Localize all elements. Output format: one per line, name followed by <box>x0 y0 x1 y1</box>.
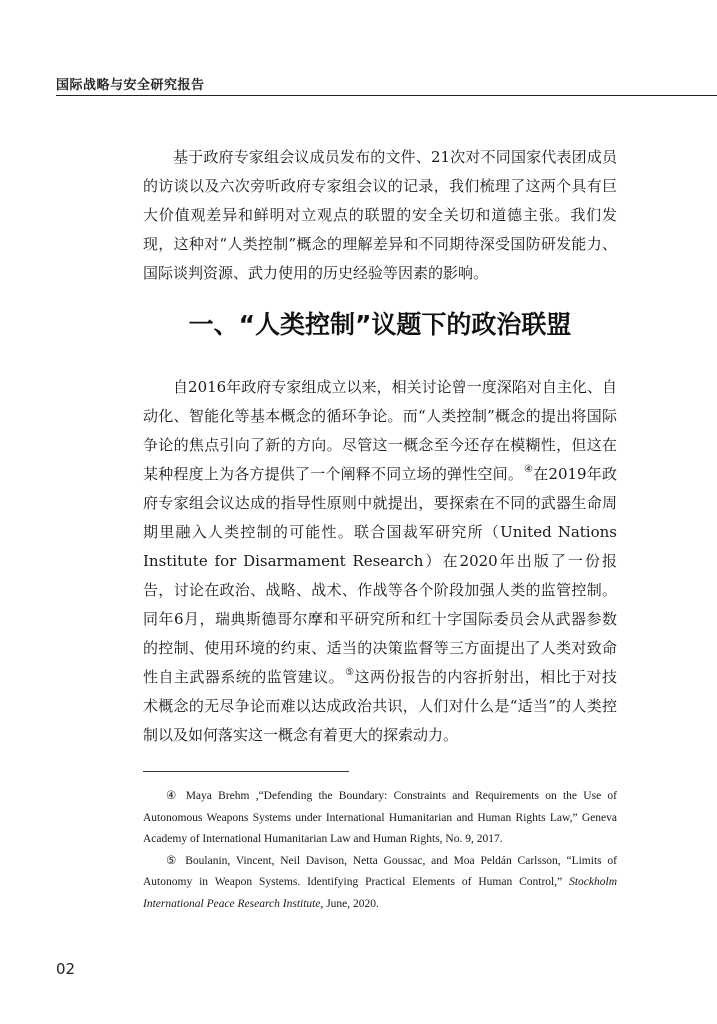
header-rule <box>56 95 717 96</box>
paragraph-2 <box>143 373 617 750</box>
intro-paragraph-block <box>143 143 617 288</box>
footnote-4-text: Maya Brehm ,“Defending the Boundary: Constraints and Requirements on the Use of Autonomous Weapons Systems under International Humanitarian and Human Rights Law,” Geneva Academy of International Humanitarian Law and Human Rights, No. 9, 2017. <box>143 790 618 845</box>
paragraph-2-part-a: 自2016年政府专家组成立以来，相关讨论曾一度深陷对自主化、自动化、智能化等基本概念的循环争论。而“人类控制”概念的提出将国际争论的焦点引向了新的方向。尽管这一概念至今还存在模糊性，但这在某种程度上为各方提供了一个阐释不同立场的弹性空间。 <box>143 378 617 483</box>
footnote-4-mark: ④ <box>166 790 180 802</box>
paragraph-2-part-b: 在2019年政府专家组会议达成的指导性原则中就提出，要探索在不同的武器生命周期里融入人类控制的可能性。联合国裁军研究所（United Nations Institute for Disarmament Research）在2020年出版了一份报告，讨论在政治、战略、战术、作战等各个阶段加强人类的监管控制。同年6月，瑞典斯德哥尔摩和平研究所和红十字国际委员会从武器参数的控制、使用环境的约束、适当的决策监督等三方面提出了人类对致命性自主武器系统的监管建议。 <box>143 465 617 686</box>
footnote-5-text: Boulanin, Vincent, Neil Davison, Netta Goussac, and Moa Peldán Carlsson, “Limits of Autonomy in Weapon Systems. Identifying Practical Elements of Human Control,” <box>143 854 617 888</box>
footnote-4 <box>143 786 617 851</box>
footnote-rule <box>143 771 349 772</box>
footnotes <box>143 786 617 915</box>
footnote-ref-4[interactable]: ④ <box>524 464 534 475</box>
section-title: 一、“人类控制”议题下的政治联盟 <box>188 310 572 339</box>
section-paragraph-block <box>143 373 617 750</box>
page-number: 02 <box>56 960 76 978</box>
running-head: 国际战略与安全研究报告 <box>56 78 205 93</box>
footnote-5 <box>143 851 617 916</box>
footnote-5-publisher: Stockholm International Peace Research Institute <box>143 876 617 910</box>
footnote-5-mark: ⑤ <box>166 854 180 867</box>
paragraph-2-part-c: 这两份报告的内容折射出，相比于对技术概念的无尽争论而难以达成政治共识，人们对什么是“适当”的人类控制以及如何落实这一概念有着更大的探索动力。 <box>143 668 617 744</box>
footnote-5-date: , June, 2020. <box>320 897 379 910</box>
paragraph-1: 基于政府专家组会议成员发布的文件、21次对不同国家代表团成员的访谈以及六次旁听政府专家组会议的记录，我们梳理了这两个具有巨大价值观差异和鲜明对立观点的联盟的安全关切和道德主张。我们发现，这种对“人类控制”概念的理解差异和不同期待深受国防研发能力、国际谈判资源、武力使用的历史经验等因素的影响。 <box>143 148 617 282</box>
footnote-ref-5[interactable]: ⑤ <box>345 667 355 678</box>
